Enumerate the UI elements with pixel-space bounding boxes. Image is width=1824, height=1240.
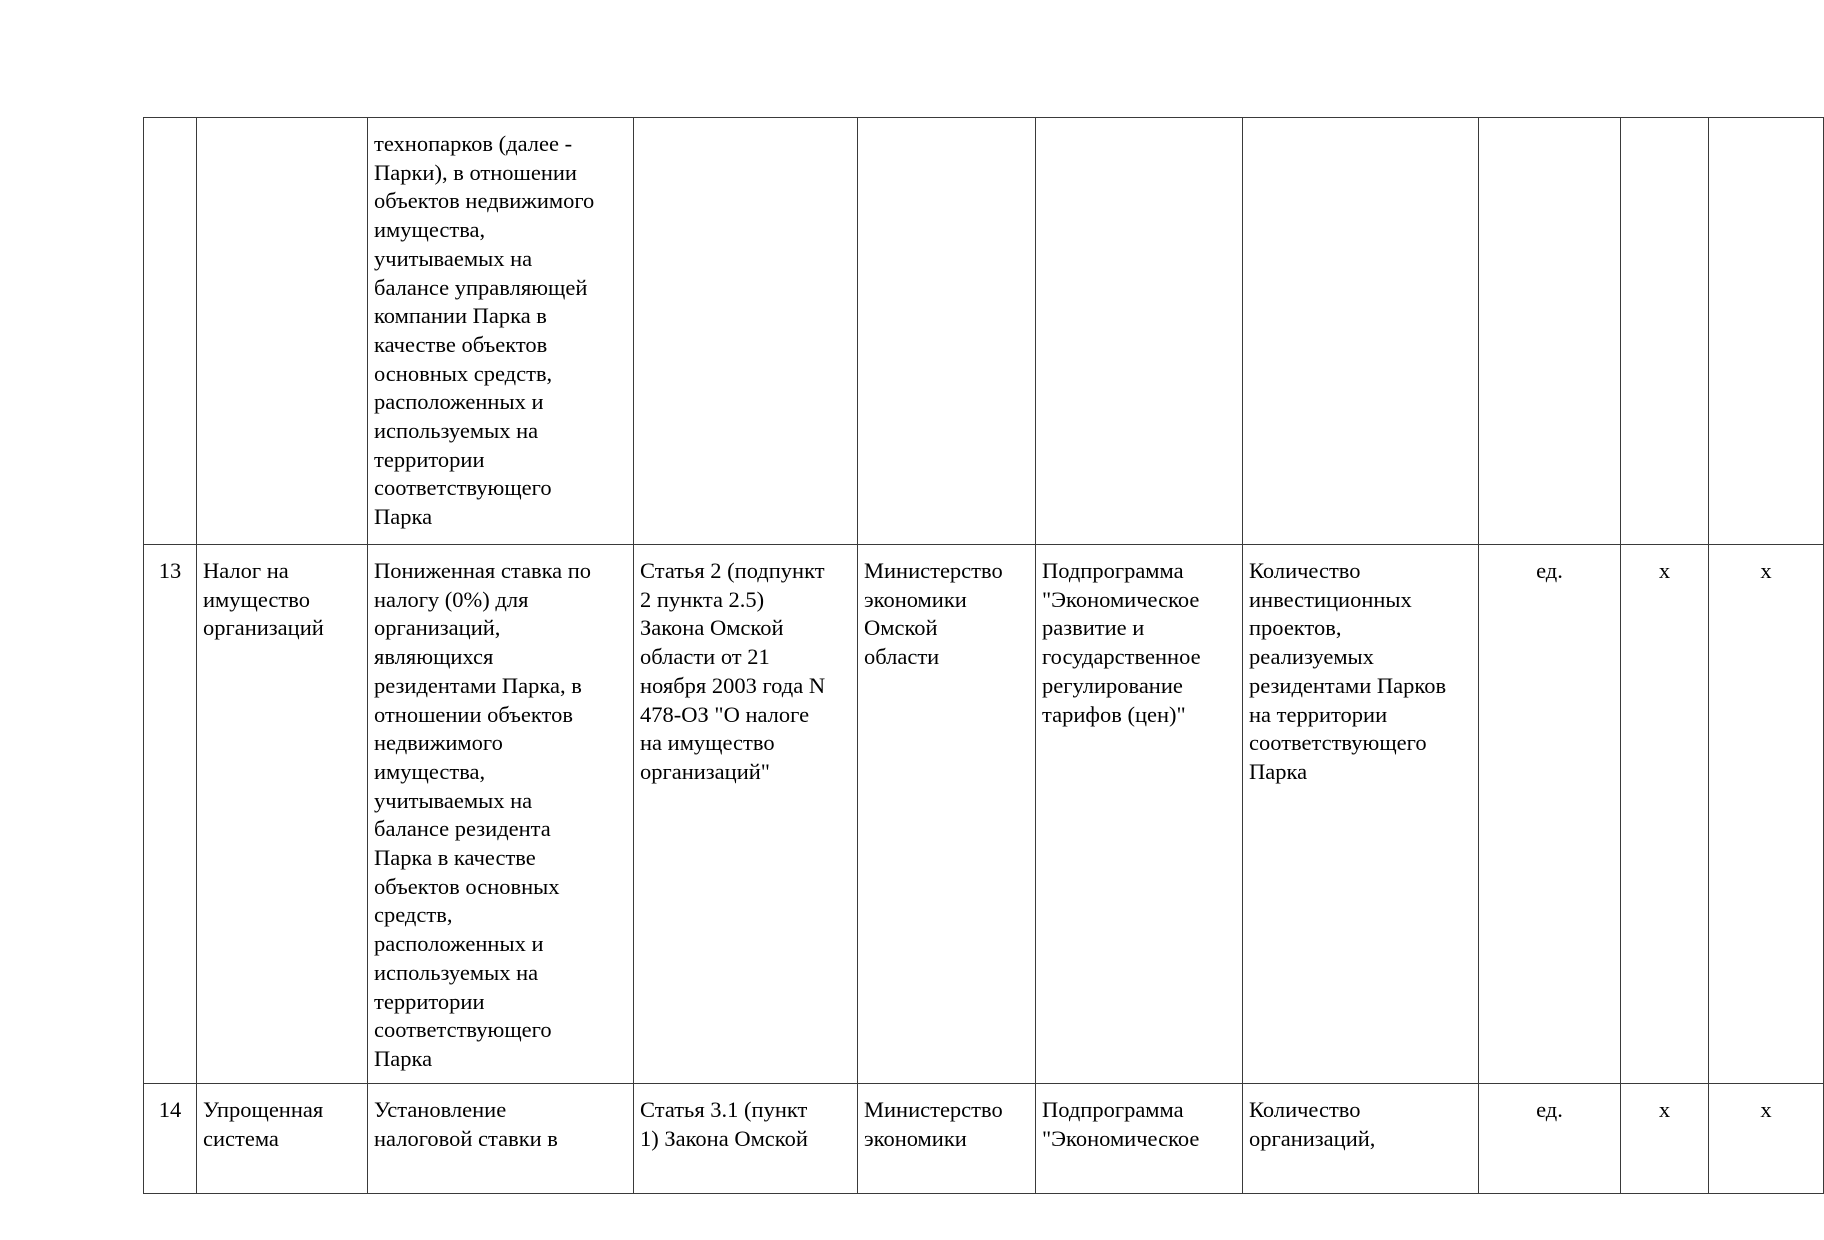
row-number-cell — [144, 118, 197, 545]
benefit-description-cell: Пониженная ставка по налогу (0%) для организаций, являющихся резидентами Парка, в отношении объектов недвижимого имущества, учитываемых на балансе резидента Парка в качестве объектов основных средств, расположенных и используемых на территории соответствующего Парка — [368, 545, 634, 1084]
tax-name-cell: Упрощенная система — [197, 1084, 368, 1194]
legal-basis-cell: Статья 2 (подпункт 2 пункта 2.5) Закона Омской области от 21 ноября 2003 года N 478-ОЗ "О налоге на имущество организаций" — [634, 545, 858, 1084]
tax-name-cell: Налог на имущество организаций — [197, 545, 368, 1084]
table-row — [144, 1084, 1824, 1194]
value-cell-2: х — [1709, 545, 1824, 1084]
row-number-cell: 14 — [144, 1084, 197, 1194]
curator-cell: Министерство экономики Омской области — [858, 545, 1036, 1084]
table-row — [144, 545, 1824, 1084]
row-number-cell: 13 — [144, 545, 197, 1084]
benefit-description-cell: Установление налоговой ставки в — [368, 1084, 634, 1194]
legal-basis-cell — [634, 118, 858, 545]
indicator-cell — [1243, 118, 1479, 545]
value-cell-1 — [1621, 118, 1709, 545]
value-cell-2: х — [1709, 1084, 1824, 1194]
indicator-cell: Количество организаций, — [1243, 1084, 1479, 1194]
program-cell: Подпрограмма "Экономическое развитие и государственное регулирование тарифов (цен)" — [1036, 545, 1243, 1084]
curator-cell — [858, 118, 1036, 545]
tax-benefits-table — [143, 117, 1824, 1194]
value-cell-2 — [1709, 118, 1824, 545]
benefit-description-cell: технопарков (далее - Парки), в отношении объектов недвижимого имущества, учитываемых на балансе управляющей компании Парка в качестве объектов основных средств, расположенных и используемых на территории соответствующего Парка — [368, 118, 634, 545]
unit-cell: ед. — [1479, 1084, 1621, 1194]
value-cell-1: х — [1621, 545, 1709, 1084]
program-cell: Подпрограмма "Экономическое — [1036, 1084, 1243, 1194]
tax-name-cell — [197, 118, 368, 545]
program-cell — [1036, 118, 1243, 545]
indicator-cell: Количество инвестиционных проектов, реализуемых резидентами Парков на территории соответствующего Парка — [1243, 545, 1479, 1084]
value-cell-1: х — [1621, 1084, 1709, 1194]
unit-cell: ед. — [1479, 545, 1621, 1084]
table-row — [144, 118, 1824, 545]
legal-basis-cell: Статья 3.1 (пункт 1) Закона Омской — [634, 1084, 858, 1194]
unit-cell — [1479, 118, 1621, 545]
curator-cell: Министерство экономики — [858, 1084, 1036, 1194]
